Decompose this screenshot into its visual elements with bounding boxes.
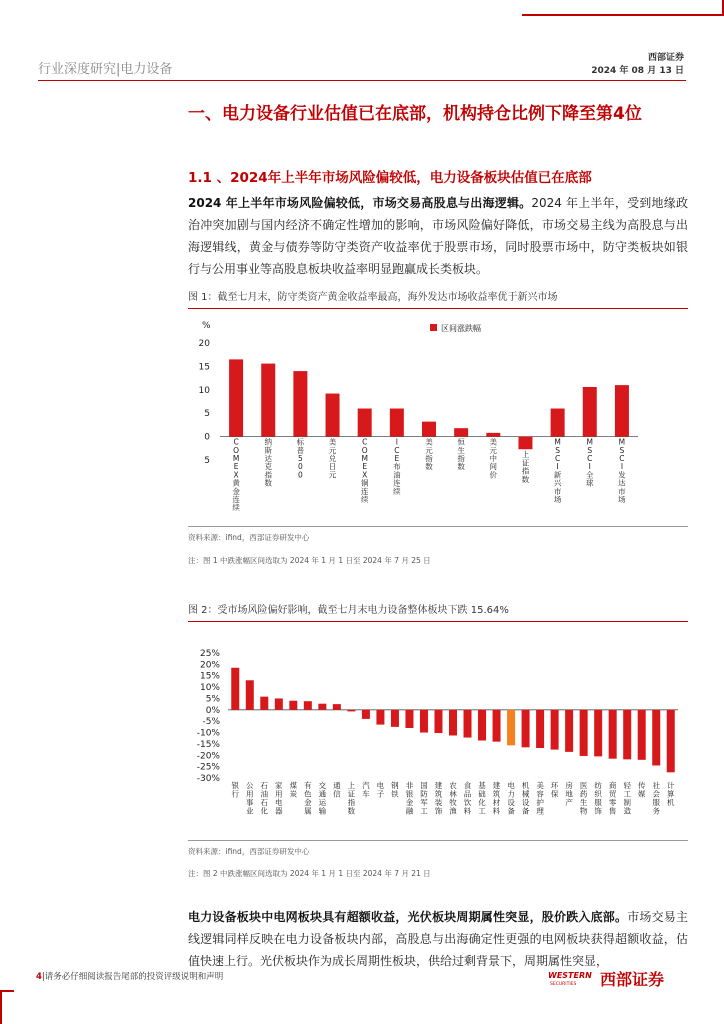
chart2-bar	[405, 710, 413, 728]
paragraph-2-text: 市场交易主线逻辑同样反映在电力设备板块内部，高股息与出海确定性更强的电网板块获得超额收益，估值快速上行。光伏板块作为成长周期性板块，供给过剩背景下，周期属性突显，	[188, 910, 688, 968]
chart2-bar	[449, 710, 457, 736]
chart2-ytick: -5%	[202, 717, 220, 728]
heading-1: 一、电力设备行业估值已在底部，机构持仓比例下降至第4位	[188, 104, 642, 124]
chart2-category-label: 传媒	[637, 781, 646, 799]
chart2-category-label: 非银金融	[405, 781, 414, 816]
chart2-category-label: 建筑材料	[492, 781, 501, 816]
chart1-category-label: 美元兑日元	[328, 437, 337, 480]
header-divider	[38, 80, 686, 81]
figure-2-chart	[188, 645, 688, 835]
chart1-bar	[358, 409, 372, 437]
chart2-ytick: 0%	[205, 705, 220, 716]
figure-2-note: 注：图 2 中跌涨幅区间选取为 2024 年 1 月 1 日至 2024 年 7 月 21 日	[188, 869, 431, 878]
chart1-bar	[229, 359, 243, 436]
chart2-bar	[551, 710, 559, 750]
chart1-ytick: 10	[198, 385, 210, 396]
chart2-ytick: -20%	[196, 751, 220, 762]
chart1-category-label: C O M E X 黄金连续	[232, 437, 240, 513]
logo-english-sub: SECURITIES	[550, 982, 577, 987]
chart2-bar	[536, 710, 544, 748]
logo-english: WESTERN	[548, 971, 592, 980]
chart1-legend-label: 区间涨跌幅	[441, 324, 481, 333]
chart1-legend-swatch	[430, 324, 437, 331]
chart1-bar	[261, 364, 275, 437]
chart1-bar	[583, 387, 597, 437]
header-date: 2024 年 08 月 13 日	[591, 66, 684, 76]
chart2-category-label: 电子	[376, 781, 385, 799]
chart2-bar	[246, 680, 254, 710]
chart2-category-label: 钢铁	[391, 781, 399, 799]
figure-1-source: 资料来源：ifind，西部证券研发中心	[188, 533, 310, 542]
chart1-bar	[293, 371, 307, 437]
chart2-category-label: 电力设备	[507, 781, 515, 816]
chart2-ytick: 25%	[199, 649, 220, 659]
chart1-category-label: 恒生指数	[457, 437, 465, 472]
corner-decoration-bottom	[0, 990, 14, 1024]
chart1-bar	[615, 385, 629, 436]
paragraph-1-text: 2024 年上半年，受到地缘政治冲突加剧与国内经济不确定性增加的影响，市场风险偏好降低，市场交易主线为高股息与出海逻辑线，黄金与债券等防守类资产收益率优于股票市场，同时股票市场中，防守类板块如银行与公用事业等高股息板块收益率明显跑赢成长类板块。	[188, 196, 688, 276]
chart1-ytick: 0	[204, 432, 210, 443]
chart2-category-label: 石油石化	[260, 781, 269, 816]
figure-2-source: 资料来源：ifind，西部证券研发中心	[188, 847, 310, 856]
figure-2-source-divider	[188, 840, 688, 841]
chart2-category-label: 商贸零售	[608, 781, 617, 816]
chart2-ytick: -15%	[196, 739, 220, 750]
chart2-ytick: 10%	[199, 683, 220, 694]
chart2-category-label: 汽车	[362, 781, 370, 799]
chart2-bar	[347, 710, 355, 712]
footer-page-number: 4	[36, 972, 42, 982]
corner-decoration-top	[522, 0, 724, 16]
chart2-bar	[376, 710, 384, 725]
chart2-bar	[362, 710, 370, 719]
chart2-category-label: 有色金属	[304, 781, 312, 816]
chart1-category-label: 美元指数	[425, 437, 433, 472]
footer-separator: |	[41, 972, 45, 982]
chart2-category-label: 基础化工	[478, 781, 486, 816]
chart2-bar	[318, 704, 326, 710]
chart2-category-label: 煤炭	[289, 781, 298, 799]
chart1-bar	[551, 409, 565, 437]
figure-2-svg	[188, 645, 688, 835]
paragraph-2	[188, 906, 688, 972]
chart2-category-label: 通信	[333, 781, 341, 799]
chart2-bar	[464, 710, 472, 738]
chart2-category-label: 房地产	[565, 781, 573, 807]
chart2-bar	[580, 710, 588, 756]
chart1-category-label: 上证指数	[521, 450, 530, 484]
chart2-category-label: 上证指数	[347, 781, 356, 816]
chart1-category-label: 标普 5 0 0	[296, 437, 305, 480]
figure-1-source-divider	[188, 526, 688, 527]
chart2-category-label: 交通运输	[318, 781, 327, 816]
figure-1-chart	[188, 308, 688, 523]
chart2-category-label: 食品饮料	[463, 781, 472, 816]
chart2-bar	[391, 710, 399, 727]
chart2-category-label: 建筑装饰	[434, 781, 443, 816]
chart1-category-label: C O M E X 铜连续	[360, 437, 369, 504]
chart2-bar	[304, 701, 312, 710]
chart1-ytick: 5	[204, 409, 210, 420]
chart2-ytick: 20%	[199, 660, 220, 671]
chart2-bar	[667, 710, 675, 773]
chart1-bar	[422, 422, 436, 437]
chart2-ytick: 5%	[205, 694, 220, 705]
footer-disclaimer: 请务必仔细阅读报告尾部的投资评级说明和声明	[44, 972, 224, 982]
logo-chinese: 西部证券	[600, 970, 665, 989]
chart1-category-label: M S C I 发达市场	[618, 437, 626, 504]
figure-1-svg	[188, 308, 688, 523]
chart2-bar	[289, 701, 297, 710]
chart2-category-label: 纺织服饰	[594, 781, 602, 816]
chart2-bar	[275, 698, 283, 709]
chart2-category-label: 国防军工	[420, 781, 428, 816]
paragraph-2-bold: 电力设备板块中电网板块具有超额收益，光伏板块周期属性突显，股价跌入底部。	[188, 910, 628, 924]
chart2-category-label: 银行	[231, 781, 240, 799]
chart2-bar	[565, 710, 573, 752]
chart2-bar	[507, 710, 515, 746]
chart1-ytick: 20	[198, 339, 210, 349]
chart2-category-label: 医药生物	[579, 781, 588, 816]
chart2-ytick: -25%	[196, 762, 220, 773]
chart2-bar	[623, 710, 631, 760]
chart2-bar	[493, 710, 501, 742]
chart2-bar	[434, 710, 442, 733]
chart1-bar	[326, 394, 340, 437]
chart1-ytick: 15	[198, 362, 210, 373]
chart1-bar	[454, 428, 468, 436]
chart2-category-label: 社会服务	[652, 781, 660, 816]
chart1-category-label: M S C I 全球	[586, 437, 594, 488]
header-brand: 西部证券	[647, 53, 684, 63]
paragraph-1-bold: 2024 年上半年市场风险偏较低，市场交易高股息与出海逻辑。	[188, 196, 532, 210]
chart1-bar	[518, 437, 532, 450]
chart1-bar	[390, 409, 404, 437]
chart2-category-label: 美容护理	[536, 781, 544, 816]
chart2-ytick: 15%	[199, 671, 220, 682]
chart2-ytick: -30%	[196, 774, 220, 784]
company-logo	[548, 967, 688, 991]
chart2-bar	[652, 710, 660, 766]
chart2-bar	[522, 710, 530, 748]
heading-2: 1.1 、2024年上半年市场风险偏较低，电力设备板块估值已在底部	[188, 170, 592, 186]
chart2-bar	[420, 710, 428, 733]
chart2-category-label: 公用事业	[246, 781, 254, 816]
figure-1-title: 图 1：截至七月末，防守类资产黄金收益率最高，海外发达市场收益率优于新兴市场	[188, 288, 688, 309]
footer	[36, 970, 223, 982]
chart2-category-label: 环保	[550, 781, 559, 799]
chart1-category-label: 纳斯达克指数	[264, 437, 272, 488]
chart1-ytick: 5	[204, 456, 210, 466]
chart2-category-label: 家用电器	[275, 781, 283, 816]
chart1-category-label: M S C I 新兴市场	[553, 437, 562, 504]
chart1-ylabel: %	[202, 321, 211, 331]
figure-1-note: 注：图 1 中跌涨幅区间选取为 2024 年 1 月 1 日至 2024 年 7 月 25 日	[188, 556, 431, 565]
chart2-ytick: -10%	[196, 728, 220, 739]
paragraph-1	[188, 192, 688, 280]
chart2-bar	[231, 668, 239, 710]
chart1-category-label: I C E 布油连续	[393, 437, 401, 496]
chart2-bar	[609, 710, 617, 759]
chart2-category-label: 轻工制造	[623, 781, 631, 816]
chart2-category-label: 计算机	[666, 781, 675, 807]
header-section: 行业深度研究|电力设备	[38, 62, 173, 77]
chart2-bar	[333, 704, 341, 710]
chart1-category-label: 美元中间价	[489, 437, 498, 480]
chart2-bar	[478, 710, 486, 741]
chart1-bar	[486, 433, 500, 437]
chart2-category-label: 机械设备	[521, 781, 530, 816]
figure-2-title: 图 2：受市场风险偏好影响，截至七月末电力设备整体板块下跌 15.64%	[188, 601, 688, 622]
chart2-bar	[638, 710, 646, 760]
chart2-bar	[594, 710, 602, 757]
chart2-bar	[260, 697, 268, 710]
chart2-category-label: 农林牧渔	[449, 781, 457, 816]
